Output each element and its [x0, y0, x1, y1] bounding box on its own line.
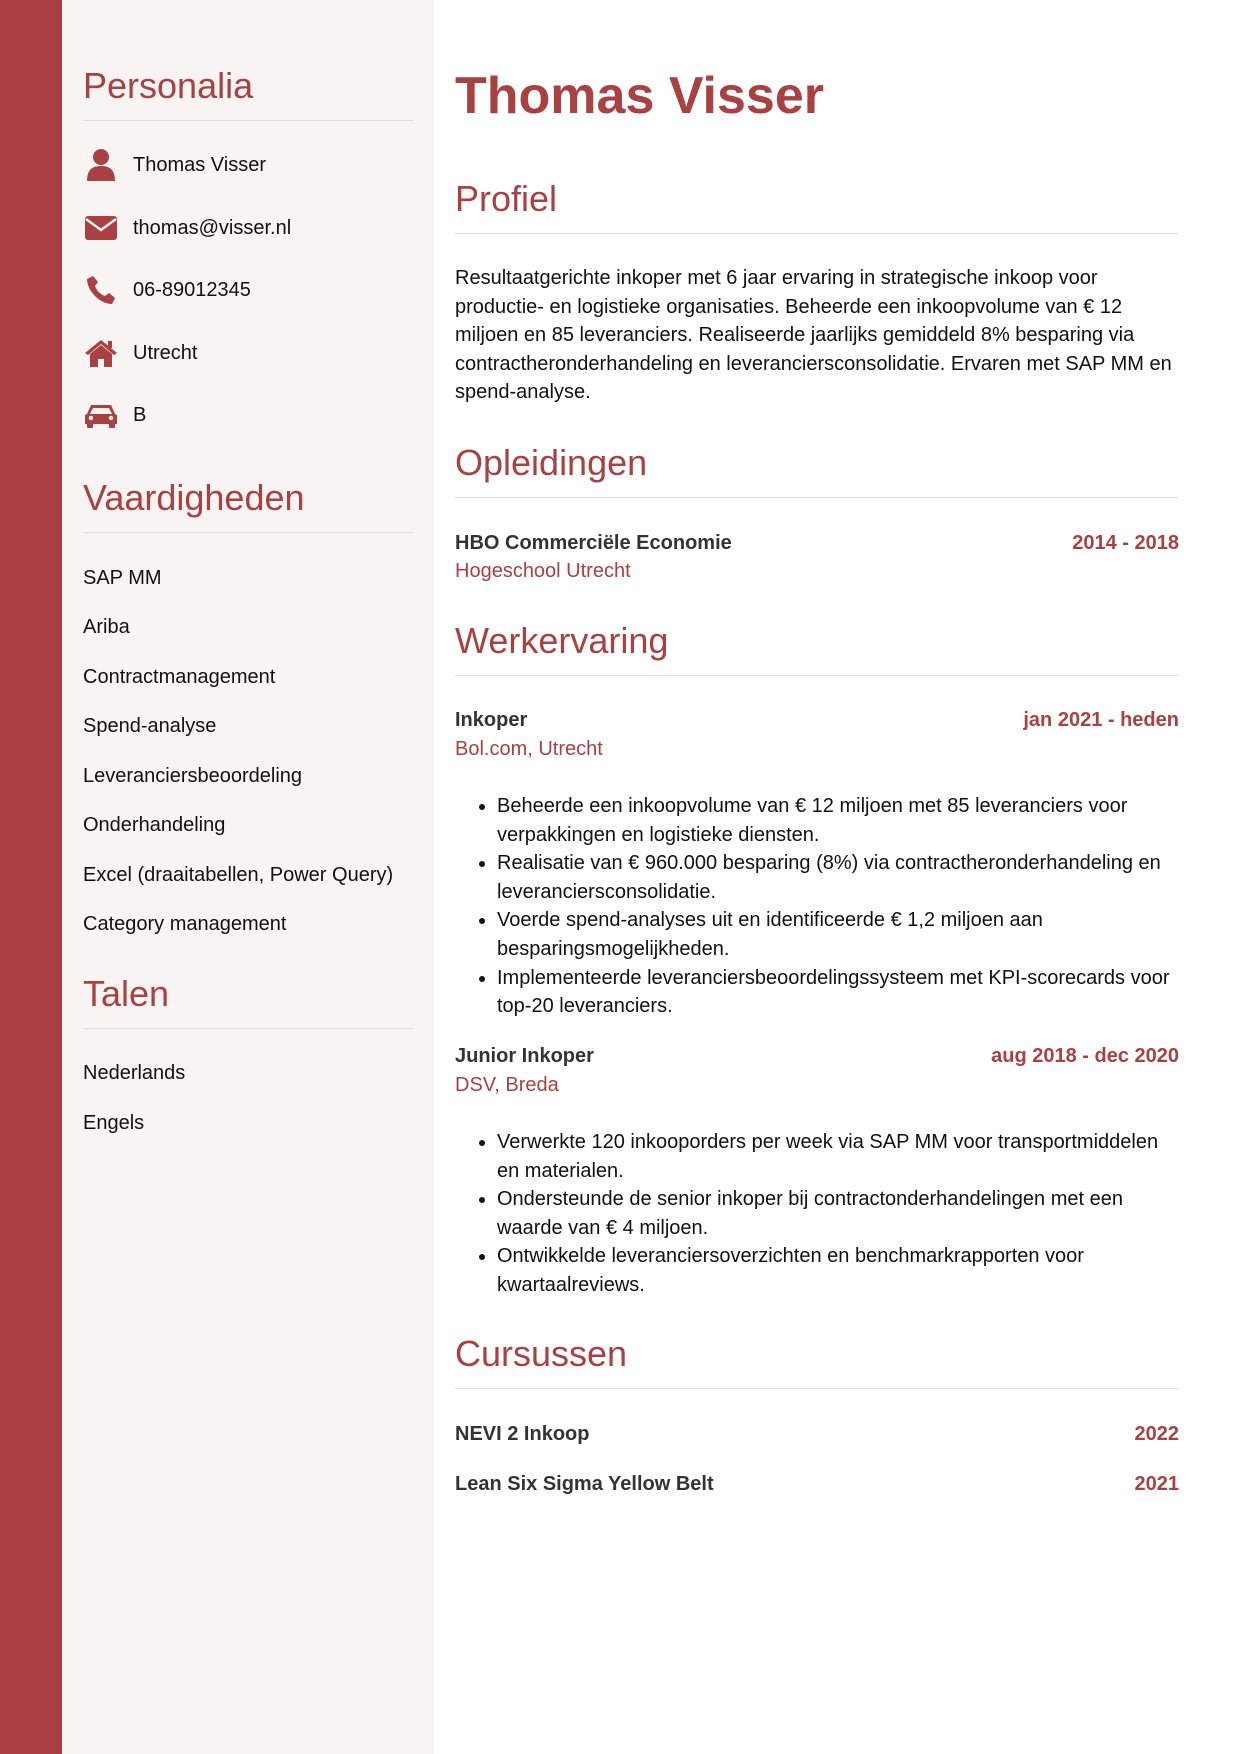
course-date: 2022 [1134, 1423, 1179, 1445]
phone-icon [83, 272, 119, 308]
skills-heading: Vaardigheden [83, 478, 414, 533]
job-bullet: • Ondersteunde de senior inkoper bij contractonderhandelingen met een waarde van € 4 miljoen. [497, 1185, 1179, 1242]
education-heading: Opleidingen [455, 443, 1179, 498]
contact-phone-text: 06-89012345 [133, 278, 251, 301]
skill-item: Ariba [83, 616, 130, 638]
course-entry [455, 1421, 1179, 1447]
course-title: NEVI 2 Inkoop [455, 1423, 590, 1445]
contact-city-text: Utrecht [133, 341, 198, 364]
job-bullets [455, 1128, 1179, 1300]
contact-email [83, 208, 291, 248]
job-bullet: • Realisatie van € 960.000 besparing (8%) via contractheronderhandeling en leveranciersconsolidatie. [497, 849, 1179, 906]
job-company: Bol.com, Utrecht [455, 738, 603, 760]
skill-item: Excel (draaitabellen, Power Query) [83, 864, 394, 886]
skill-item: Spend-analyse [83, 715, 217, 737]
job-title: Junior Inkoper [455, 1045, 594, 1067]
profile-text: Resultaatgerichte inkoper met 6 jaar ervaring in strategische inkoop voor productie- en logistieke organisaties. Beheerde een inkoopvolume van € 12 miljoen en 85 leveranciers. Realiseerde jaarlijks gemiddeld 8% besparing via contractheronderhandeling en leveranciersconsolidatie. Ervaren met SAP MM en spend-analyse. [455, 267, 1172, 403]
course-entry [455, 1471, 1179, 1497]
education-entry [455, 530, 1179, 556]
contact-city [83, 333, 197, 373]
job-bullet: • Verwerkte 120 inkooporders per week via SAP MM voor transportmiddelen en materialen. [497, 1128, 1179, 1185]
skill-item: Onderhandeling [83, 814, 226, 836]
sidebar [62, 0, 434, 1754]
job-company: DSV, Breda [455, 1074, 559, 1096]
contact-license-text: B [133, 403, 147, 426]
job-date: aug 2018 - dec 2020 [991, 1045, 1179, 1067]
education-institution: Hogeschool Utrecht [455, 560, 631, 582]
job-title: Inkoper [455, 709, 528, 731]
job-date: jan 2021 - heden [1023, 709, 1179, 731]
profile-heading: Profiel [455, 179, 1179, 234]
job-bullet: • Ontwikkelde leveranciersoverzichten en benchmarkrapporten voor kwartaalreviews. [497, 1242, 1179, 1299]
car-icon [83, 397, 119, 433]
education-title: HBO Commerciële Economie [455, 532, 732, 554]
course-title: Lean Six Sigma Yellow Belt [455, 1473, 714, 1495]
job-bullet: • Beheerde een inkoopvolume van € 12 miljoen met 85 leveranciers voor verpakkingen en logistieke diensten. [497, 792, 1179, 849]
user-icon [83, 147, 119, 183]
job-entry [455, 707, 1179, 733]
personalia-heading: Personalia [83, 66, 414, 121]
job-bullet: • Voerde spend-analyses uit en identificeerde € 1,2 miljoen aan besparingsmogelijkheden. [497, 906, 1179, 963]
language-item: Engels [83, 1112, 145, 1134]
home-icon [83, 335, 119, 371]
language-item: Nederlands [83, 1062, 186, 1084]
course-date: 2021 [1134, 1473, 1179, 1495]
contact-license [83, 395, 146, 435]
experience-heading: Werkervaring [455, 621, 1179, 676]
contact-name-text: Thomas Visser [133, 153, 267, 176]
skill-item: Category management [83, 913, 287, 935]
job-bullet: • Implementeerde leveranciersbeoordelingssysteem met KPI-scorecards voor top-20 leveranciers. [497, 964, 1179, 1021]
contact-email-text: thomas@visser.nl [133, 216, 292, 239]
skill-item: Contractmanagement [83, 666, 276, 688]
envelope-icon [83, 210, 119, 246]
contact-phone [83, 270, 251, 310]
languages-heading: Talen [83, 974, 414, 1029]
candidate-name: Thomas Visser [455, 67, 825, 125]
skill-item: Leveranciersbeoordeling [83, 765, 303, 787]
education-date: 2014 - 2018 [1072, 532, 1179, 554]
contact-name [83, 145, 266, 185]
job-bullets [455, 792, 1179, 1021]
courses-heading: Cursussen [455, 1334, 1179, 1389]
accent-bar [0, 0, 62, 1754]
job-entry [455, 1043, 1179, 1069]
skill-item: SAP MM [83, 567, 162, 589]
